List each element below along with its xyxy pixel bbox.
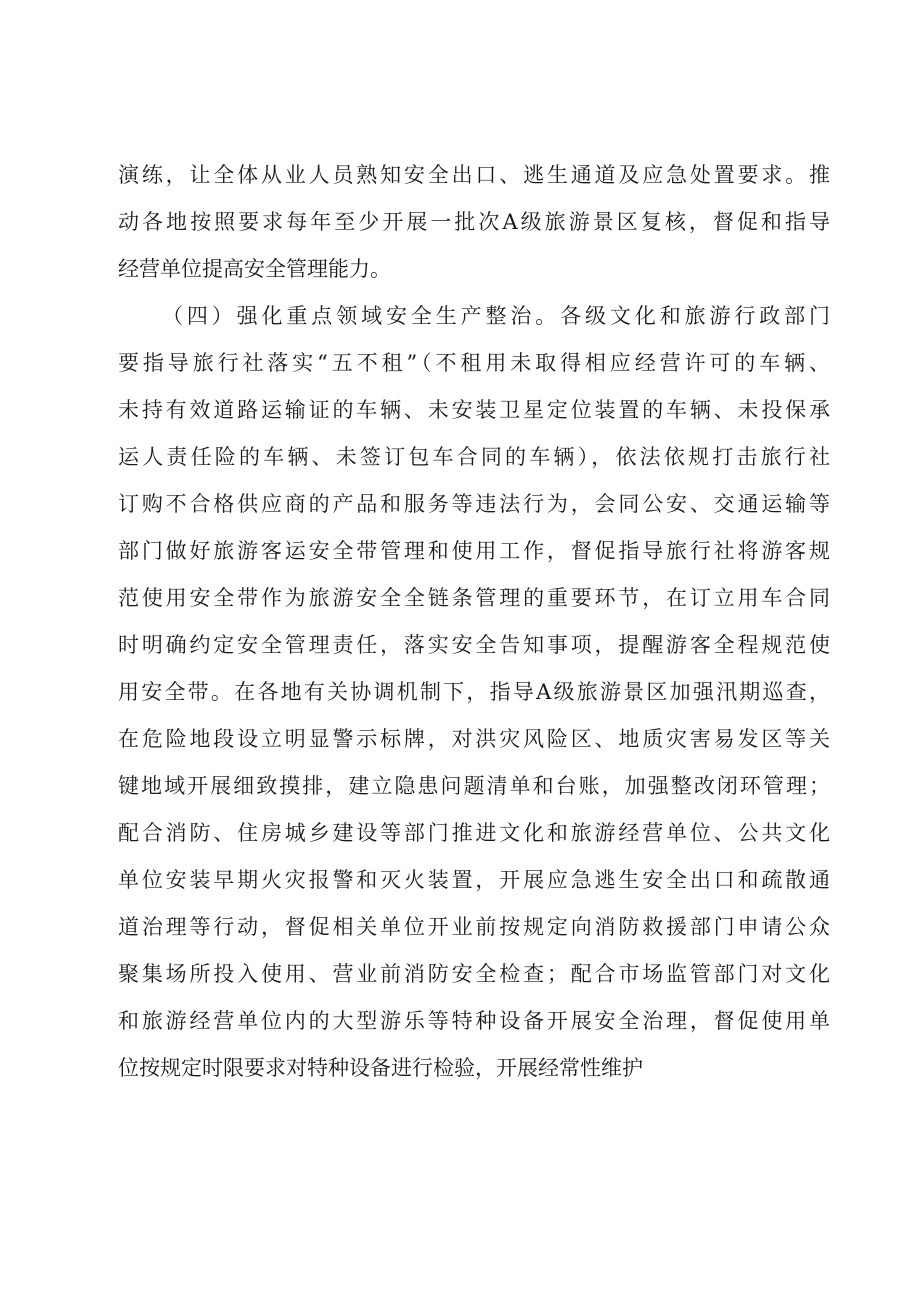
section-heading-line: （四）强化重点领域安全生产整治。各级文化和旅游行政部门 <box>162 304 830 328</box>
text-line: 未持有效道路运输证的车辆、未安装卫星定位装置的车辆、未投保承 <box>118 398 830 422</box>
text-line: 道治理等行动，督促相关单位开业前按规定向消防救援部门申请公众 <box>118 915 830 939</box>
text-line: 在危险地段设立明显警示标牌，对洪灾风险区、地质灾害易发区等关 <box>118 727 830 751</box>
text-line: 配合消防、住房城乡建设等部门推进文化和旅游经营单位、公共文化 <box>118 821 830 845</box>
text-line: 键地域开展细致摸排，建立隐患问题清单和台账，加强整改闭环管理； <box>118 774 830 798</box>
text-line: 单位安装早期火灾报警和灭火装置，开展应急逃生安全出口和疏散通 <box>118 868 830 892</box>
text-line: 和旅游经营单位内的大型游乐等特种设备开展安全治理，督促使用单 <box>118 1009 830 1033</box>
text-line: 订购不合格供应商的产品和服务等违法行为，会同公安、交通运输等 <box>118 492 830 516</box>
text-line: 部门做好旅游客运安全带管理和使用工作，督促指导旅行社将游客规 <box>118 539 830 563</box>
text-line: 经营单位提高安全管理能力。 <box>118 257 391 281</box>
text-line: 范使用安全带作为旅游安全全链条管理的重要环节，在订立用车合同 <box>118 586 830 610</box>
text-line: 位按规定时限要求对特种设备进行检验，开展经常性维护 <box>118 1056 643 1080</box>
text-line: 演练，让全体从业人员熟知安全出口、逃生通道及应急处置要求。推 <box>118 163 830 187</box>
text-line: 用安全带。在各地有关协调机制下，指导A级旅游景区加强汛期巡查， <box>118 680 830 704</box>
text-line: 聚集场所投入使用、营业前消防安全检查；配合市场监管部门对文化 <box>118 962 830 986</box>
body-text <box>118 152 830 1092</box>
text-line: 时明确约定安全管理责任，落实安全告知事项，提醒游客全程规范使 <box>118 633 830 657</box>
text-line: 动各地按照要求每年至少开展一批次A级旅游景区复核，督促和指导 <box>118 210 830 234</box>
text-line: 要指导旅行社落实“五不租”（不租用未取得相应经营许可的车辆、 <box>118 351 830 375</box>
text-line: 运人责任险的车辆、未签订包车合同的车辆），依法依规打击旅行社 <box>118 445 830 469</box>
